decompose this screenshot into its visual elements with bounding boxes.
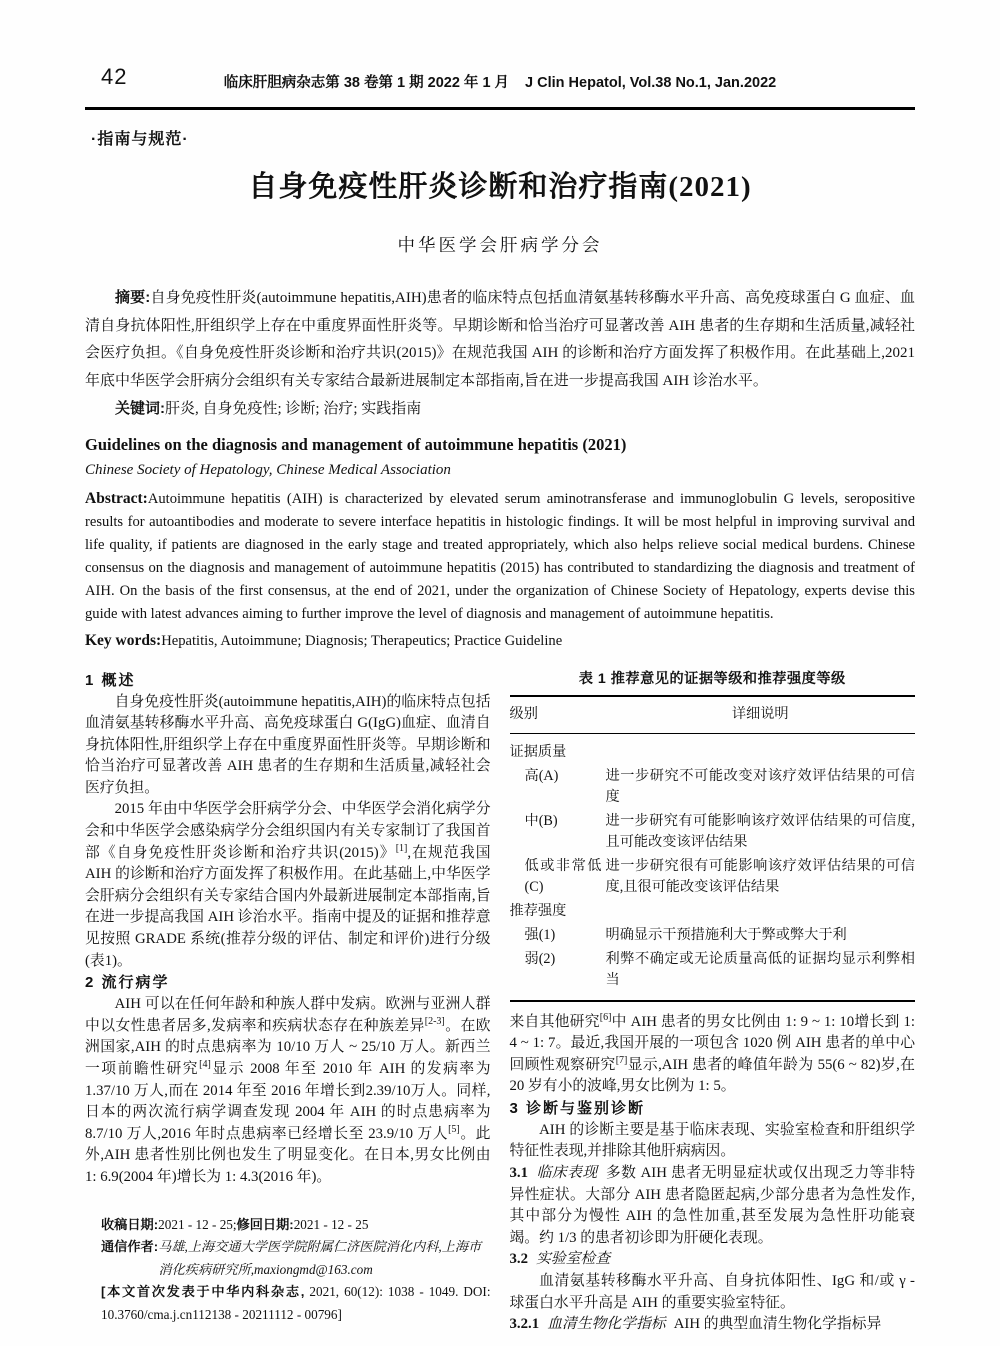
footnote-dates — [101, 1214, 491, 1237]
corresponding-label: 通信作者: — [101, 1239, 159, 1255]
article-title: 自身免疫性肝炎诊断和治疗指南(2021) — [248, 171, 752, 203]
reference-marker: [4] — [199, 1059, 211, 1071]
table-row — [510, 949, 916, 991]
table-header-row — [510, 697, 916, 734]
english-title: Guidelines on the diagnosis and management of autoimmune hepatitis (2021) — [85, 434, 627, 454]
table-caption: 表 1 推荐意见的证据等级和推荐强度等级 — [578, 670, 846, 687]
footnote-corresponding — [101, 1236, 491, 1281]
reference-marker: [6] — [599, 1011, 612, 1023]
section-heading-3: 3 诊断与鉴别诊断 — [509, 1099, 646, 1117]
revised-date: 2021 - 12 - 25 — [293, 1216, 369, 1232]
section-mark: ·指南与规范· — [91, 131, 189, 148]
paragraph: 自身免疫性肝炎(autoimmune hepatitis,AIH)的临床特点包括血清氨基转移酶水平升高、高免疫球蛋白 G(IgG)血症、血清自身抗体阳性,肝组织学上存在中重度界面性肝炎等。早期诊断和恰当治疗可显著改善 AIH 患者的生存期和生活质量,减轻社会医疗负担。 — [85, 693, 491, 796]
table-cell-level: 推荐强度 — [509, 902, 567, 919]
received-date: 2021 - 12 - 25; — [158, 1216, 237, 1232]
journal-header-line — [85, 66, 915, 92]
table-cell-desc: 明确显示干预措施利大于弊或弊大于利 — [605, 926, 847, 943]
reference-marker: [2-3] — [424, 1015, 445, 1027]
table-row — [510, 811, 916, 853]
subsection-text: AIH 的典型血清生物化学指标异 — [673, 1316, 882, 1333]
keywords-label: 关键词: — [115, 400, 165, 417]
english-keywords-label: Key words: — [85, 631, 162, 649]
corresponding-author-info: 马雄,上海交通大学医学院附属仁济医院消化内科,上海市消化疾病研究所,maxiongmd@163.com — [158, 1239, 482, 1277]
right-column — [510, 670, 916, 1336]
reference-marker: [1] — [395, 842, 408, 854]
table-header-desc: 详细说明 — [731, 705, 789, 722]
journal-title-cn: 临床肝胆病杂志第 38 卷第 1 期 2022 年 1 月 — [223, 75, 510, 91]
subsection-title: 血清生物化学指标 — [547, 1316, 666, 1333]
english-authors: Chinese Society of Hepatology, Chinese Medical Association — [85, 461, 451, 478]
table-body — [510, 734, 916, 1000]
header-rule — [85, 107, 915, 110]
table-cell-level: 低或非常低(C) — [524, 857, 602, 895]
abstract-text: 自身免疫性肝炎(autoimmune hepatitis,AIH)患者的临床特点包括血清氨基转移酶水平升高、高免疫球蛋白 G 血症、血清自身抗体阳性,肝组织学上存在中重度界面性肝炎等。早期诊断和恰当治疗可显著改善 AIH 患者的生存期和生活质量,减轻社会医疗负担。《自身免疫性肝炎诊断和治疗共识(2015)》在规范我国 AIH 的诊断和治疗方面发挥了积极作用。在此基础上,2021 年底中华医学会肝病分会组织有关专家结合最新进展制定本部指南,旨在进一步提高我国 AIH 诊治水平。 — [85, 290, 916, 389]
subsection-number: 3.2 — [509, 1251, 528, 1268]
section-heading-1: 1 概述 — [85, 671, 136, 689]
table-category-row — [510, 901, 916, 922]
page-number: 42 — [101, 64, 128, 89]
table-cell-desc: 进一步研究不可能改变对该疗效评估结果的可信度 — [605, 767, 915, 805]
footnote-first-published — [101, 1281, 491, 1326]
subsection-text: 多数 AIH 患者无明显症状或仅出现乏力等非特异性症状。大部分 AIH 患者隐匿起病,少部分患者为急性发作,其中部分为慢性 AIH 的急性加重,甚至发展为急性肝功能衰竭。约 1/3 的患者初诊即为肝硬化表现。 — [509, 1165, 915, 1246]
table-cell-level: 弱(2) — [524, 950, 556, 967]
table-cell-level: 中(B) — [524, 812, 558, 829]
english-keywords-text: Hepatitis, Autoimmune; Diagnosis; Therapeutics; Practice Guideline — [161, 632, 563, 649]
english-keywords — [85, 629, 915, 653]
table-cell-desc: 利弊不确定或无论质量高低的证据均显示利弊相当 — [605, 950, 915, 988]
subsection-3-2 — [510, 1249, 916, 1271]
table-cell-desc: 进一步研究很有可能影响该疗效评估结果的可信度,且很可能改变该评估结果 — [605, 857, 915, 895]
paragraph: AIH 可以在任何年龄和种族人群中发病。欧洲与亚洲人群中以女性患者居多,发病率和疾病状态存在种族差异[2-3]。在欧洲国家,AIH 的时点患病率为 10/10 万人 ~ 25/10 万人。新西兰一项前瞻性研究[4]显示 2008 年至 2010 年 AIH 的发病率为 1.37/10 万人,而在 2014 年至 2016 年增长到2.39/10万人。同样,日本的两次流行病学调查发现 2004 年 AIH 的时点患病率为 8.7/10 万人,2016 年时点患病率已经增长至 23.9/10 万人[5]。此外,AIH 患者性别比例也发生了明显变化。在日本,男女比例由 1: 6.9(2004 年)增长为 1: 4.3(2016 年)。 — [85, 996, 491, 1185]
chinese-abstract — [85, 284, 915, 424]
left-column — [85, 670, 491, 1336]
table-row — [510, 766, 916, 808]
table-cell-level: 强(1) — [524, 926, 556, 943]
table-row — [510, 925, 916, 946]
footnote-block — [85, 1214, 491, 1327]
paragraph: 2015 年由中华医学会肝病学分会、中华医学会消化病学分会和中华医学会感染病学分会组织国内有关专家制订了我国首部《自身免疫性肝炎诊断和治疗共识(2015)》[1],在规范我国 AIH 的诊断和治疗方面发挥了积极作用。在此基础上,中华医学会肝病分会组织有关专家结合国内外最新进展制定本部指南,旨在进一步提高我国 AIH 诊治水平。指南中提及的证据和推荐意见按照 GRADE 系统(推荐分级的评估、制定和评价)进行分级(表1)。 — [85, 801, 491, 969]
english-abstract-text: Autoimmune hepatitis (AIH) is characterized by elevated serum aminotransferase and immunoglobulin G levels, seropositive results for autoantibodies and moderate to severe interface hepatitis in histologic findings. It will be most helpful in improving survival and life quality, if patients are diagnosed in the early stage and treated appropriately, which also helps relieve social medical burdens. Chinese consensus on the diagnosis and management of autoimmune hepatitis (2015) has contributed to standardizing the diagnosis and treatment of AIH. On the basis of the first consensus, at the end of 2021, under the organization of Chinese Society of Hepatology, experts devise this guide with latest advances aiming to further improve the level of diagnosis and management of autoimmune hepatitis. — [85, 490, 915, 622]
article-author: 中华医学会肝病学分会 — [397, 235, 603, 255]
table-cell-desc: 进一步研究有可能影响该疗效评估结果的可信度,且可能改变该评估结果 — [605, 812, 915, 850]
subsection-3-1 — [510, 1163, 916, 1249]
revised-label: 修回日期: — [236, 1216, 294, 1232]
subsection-number: 3.1 — [509, 1165, 528, 1182]
page-header — [85, 66, 915, 94]
table-category-row — [510, 742, 916, 763]
journal-title-en: J Clin Hepatol, Vol.38 No.1, Jan.2022 — [525, 75, 777, 91]
reference-marker: [7] — [615, 1054, 628, 1066]
paragraph: 来自其他研究[6]中 AIH 患者的男女比例由 1: 9 ~ 1: 10增长到 1: 4 ~ 1: 7。最近,我国开展的一项包含 1020 例 AIH 患者的单中心回顾性观察研究[7]显示,AIH 患者的峰值年龄为 55(6 ~ 82)岁,在 20 岁有小的波峰,男女比例为 1: 5。 — [509, 1011, 915, 1095]
subsection-title: 实验室检查 — [536, 1251, 611, 1268]
english-block — [85, 435, 915, 653]
abstract-paragraph — [85, 284, 915, 395]
received-label: 收稿日期: — [101, 1216, 159, 1232]
subsection-3-2-1 — [510, 1314, 916, 1336]
abstract-label: 摘要: — [115, 289, 151, 306]
reference-marker: [5] — [448, 1123, 460, 1135]
first-published-text: 2021, 60(12): 1038 - 1049. DOI: 10.3760/cma.j.cn112138 - 20211112 - 00796] — [101, 1284, 491, 1322]
keywords-text: 肝炎, 自身免疫性; 诊断; 治疗; 实践指南 — [165, 401, 422, 417]
paragraph: AIH 的诊断主要是基于临床表现、实验室检查和肝组织学特征性表现,并排除其他肝病病因。 — [509, 1121, 915, 1160]
subsection-title: 临床表现 — [536, 1165, 598, 1182]
first-published-label: [本文首次发表于中华内科杂志, — [101, 1284, 305, 1300]
subsection-number: 3.2.1 — [509, 1316, 540, 1333]
table-header-level: 级别 — [509, 705, 538, 722]
table-row — [510, 856, 916, 898]
table-1 — [510, 695, 916, 1002]
section-heading-2: 2 流行病学 — [85, 974, 170, 992]
two-column-body — [85, 670, 915, 1336]
paragraph: 血清氨基转移酶水平升高、自身抗体阳性、IgG 和/或 γ - 球蛋白水平升高是 AIH 的重要实验室特征。 — [509, 1273, 915, 1311]
keywords-paragraph — [85, 395, 915, 424]
table-cell-level: 证据质量 — [509, 743, 567, 760]
english-abstract-label: Abstract: — [85, 489, 148, 507]
table-cell-level: 高(A) — [524, 767, 559, 784]
english-abstract — [85, 487, 915, 626]
